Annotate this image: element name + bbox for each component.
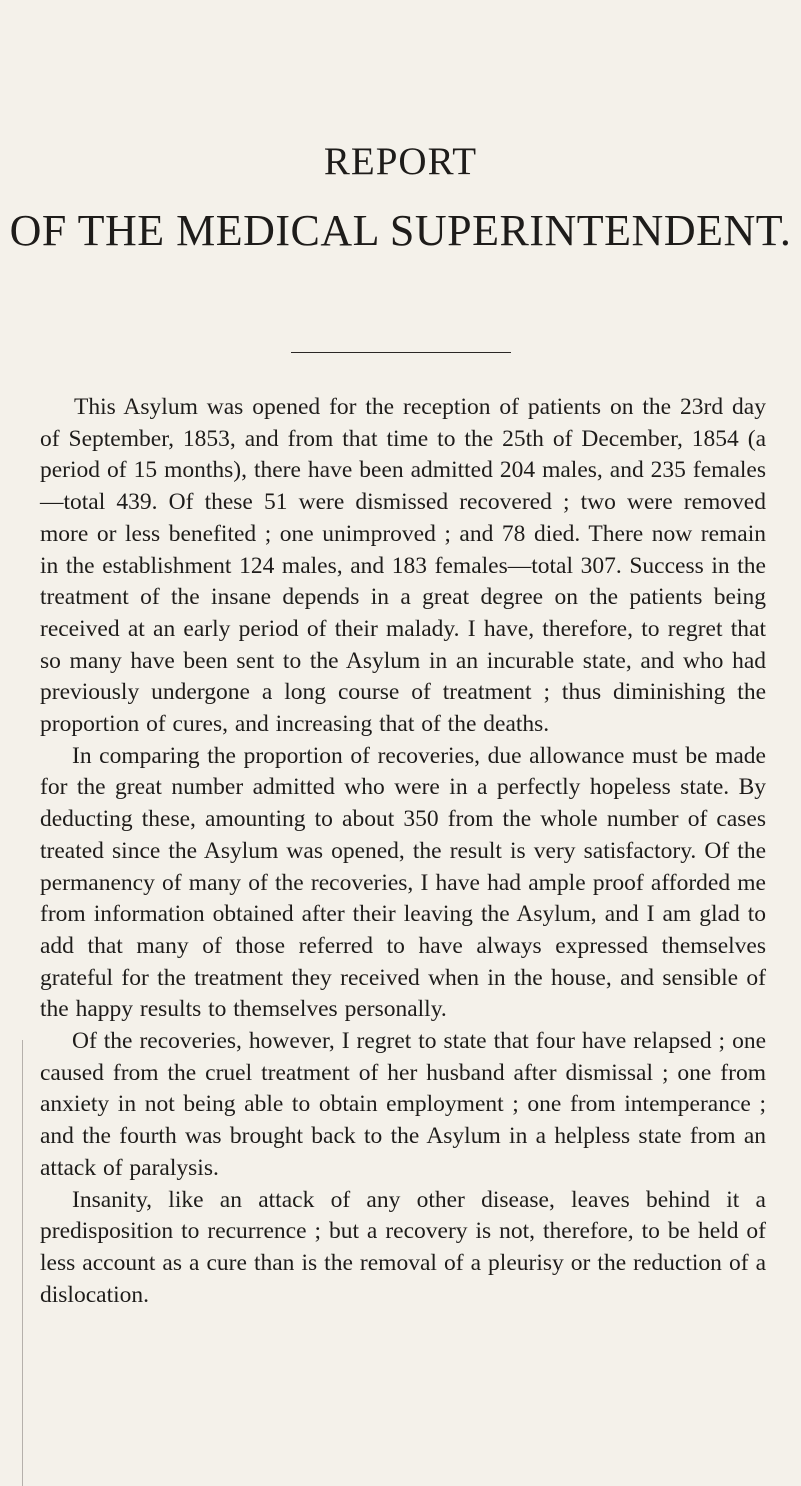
page-edge-shadow [22, 1040, 23, 1486]
report-body [40, 392, 766, 1311]
paragraph-2: In comparing the proportion of recoveries, due allowance must be made for the great number admitted who were in a perfectly hopeless state. By deducting these, amounting to about 350 from the whole number of cases treated since the Asylum was opened, the result is very satisfactory. Of the permanency of many of the recoveries, I have had ample proof afforded me from information obtained after their leaving the Asylum, and I am glad to add that many of those referred to have always expressed themselves grateful for the treatment they received when in the house, and sensible of the happy results to themselves personally. [40, 742, 766, 1023]
paragraph-1: This Asylum was opened for the reception of patients on the 23rd day of September, 1853, and from that time to the 25th of December, 1854 (a period of 15 months), there have been admitted 204 males, and 235 females—total 439. Of these 51 were dismissed recovered ; two were removed more or less benefited ; one unimproved ; and 78 died. There now remain in the establishment 124 males, and 183 females—total 307. Success in the treatment of the insane depends in a great degree on the patients being received at an early period of their malady. I have, therefore, to regret that so many have been sent to the Asylum in an incurable state, and who had previously undergone a long course of treatment ; thus diminishing the proportion of cures, and increasing that of the deaths. [40, 394, 766, 738]
report-subtitle: OF THE MEDICAL SUPERINTENDENT. [9, 206, 792, 255]
paragraph-4: Insanity, like an attack of any other disease, leaves behind it a predisposition to recurrence ; but a recovery is not, therefore, to be held of less account as a cure than is the removal of a pleurisy or the reduction of a dislocation. [40, 1186, 766, 1308]
title-divider [291, 352, 511, 353]
report-title: REPORT [323, 140, 478, 183]
paragraph-3: Of the recoveries, however, I regret to state that four have relapsed ; one caused from the cruel treatment of her husband after dismissal ; one from anxiety in not being able to obtain employment ; one from intemperance ; and the fourth was brought back to the Asylum in a helpless state from an attack of paralysis. [40, 1028, 766, 1181]
